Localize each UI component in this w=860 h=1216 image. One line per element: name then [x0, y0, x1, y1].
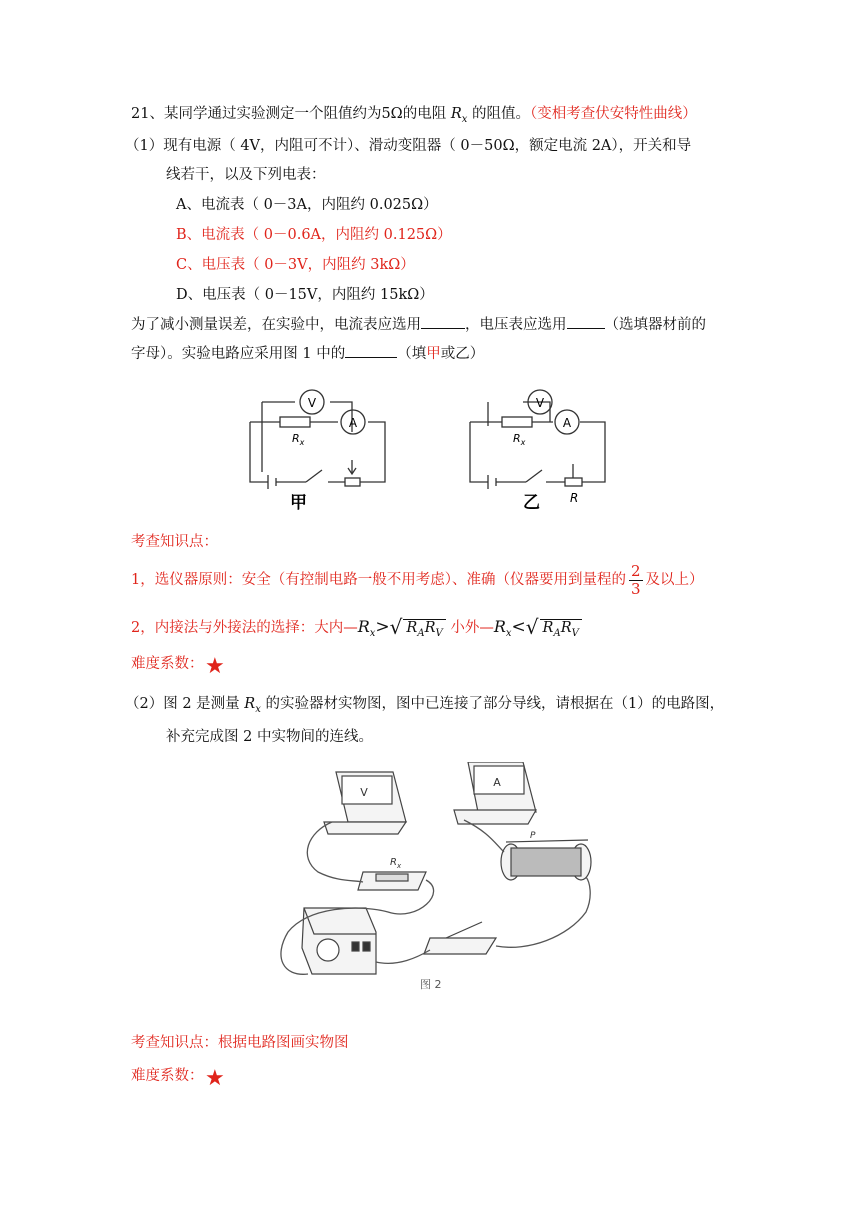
fill-text-f: 或乙）: [440, 346, 485, 362]
fig2-ammeter-label: A: [493, 776, 501, 789]
figure1-circuits: [240, 372, 620, 517]
difficulty-star-icon: ★: [205, 1066, 225, 1091]
fill-text-a: 为了减小测量误差，在实验中，电流表应选用: [131, 317, 421, 333]
fig1-ammeter-label-right: A: [562, 416, 572, 430]
fig1-voltmeter-label-left: V: [307, 396, 317, 410]
lt-sign: <: [511, 617, 526, 637]
part1-line2: 线若干，以及下列电表：: [166, 167, 326, 183]
answer-blank-circuit[interactable]: [345, 343, 397, 358]
fig2-rx-label: $R_x$: [390, 857, 402, 870]
figure2-apparatus: [268, 762, 618, 994]
fig1-voltmeter-label-right: V: [535, 396, 545, 410]
answer-blank-ammeter[interactable]: [421, 314, 465, 329]
fig1-rx-label-right: $R_x$: [513, 432, 526, 447]
difficulty-star-icon: ★: [205, 654, 225, 679]
fill-text-c: （选填器材前的: [604, 317, 706, 333]
title-tail: 的阻值。: [471, 106, 530, 122]
knowledge1-point2: 2，内接法与外接法的选择：大内$—R_x>√$ $R_AR_V$ 小外$—R_x<√$ $R_AR_V$: [131, 617, 582, 644]
fig1-rx-label-left: $R_x$: [292, 432, 305, 447]
knowledge1-heading: 考查知识点：: [131, 534, 218, 550]
answer-blank-voltmeter[interactable]: [567, 314, 605, 329]
gt-sign: >: [375, 617, 390, 637]
fill-line2: [131, 343, 484, 364]
point1-tail: 及以上）: [645, 572, 704, 588]
option-c: C、电压表（ 0－3V，内阻约 3kΩ）: [176, 257, 415, 273]
fig1-caption-yi: 乙: [523, 493, 540, 513]
knowledge1-point1: [131, 562, 704, 598]
fill-line1: [131, 314, 706, 335]
fig2-voltmeter-label: V: [360, 786, 368, 799]
part1-line1: （1）现有电源（ 4V，内阻可不计）、滑动变阻器（ 0－50Ω，额定电流 2A），开关和导: [125, 138, 692, 154]
title-main: 21、某同学通过实验测定一个阻值约为5Ω的电阻: [131, 106, 447, 122]
option-a: A、电流表（ 0－3A，内阻约 0.025Ω）: [176, 197, 438, 213]
point1-text: 1，选仪器原则：安全（有控制电路一般不用考虑）、准确（仪器要用到量程的: [131, 572, 626, 588]
part2-text-a: （2）图 2 是测量: [125, 696, 240, 712]
option-b: B、电流表（ 0－0.6A，内阻约 0.125Ω）: [176, 227, 452, 243]
option-d: D、电压表（ 0－15V，内阻约 15kΩ）: [176, 287, 434, 303]
sqrt-ra-rv-1: $R_AR_V$: [403, 619, 445, 642]
knowledge2-difficulty: 难度系数：: [131, 1068, 204, 1084]
point2-text-inner: 2，内接法与外接法的选择：大内—: [131, 620, 358, 636]
point2-text-outer: 小外—: [450, 620, 494, 636]
question-title: [131, 104, 697, 130]
fig2-p-label: P: [530, 831, 536, 841]
fill-text-b: ，电压表应选用: [465, 317, 567, 333]
title-note: （变相考查伏安特性曲线）: [529, 106, 697, 122]
part2-text-b: 的实验器材实物图，图中已连接了部分导线，请根据在（1）的电路图，: [265, 696, 725, 712]
fig1-caption-jia: 甲: [290, 493, 307, 513]
part2-line2: 补充完成图 2 中实物间的连线。: [166, 729, 373, 745]
fill-text-d: 字母）。实验电路应采用图 1 中的: [131, 346, 346, 362]
fill-text-jia: 甲: [426, 346, 441, 362]
sqrt-ra-rv-2: $R_AR_V$: [540, 619, 582, 642]
fig1-r-label: R: [570, 491, 579, 505]
fraction-two-thirds: $\frac{2}{3}$: [630, 561, 641, 598]
fill-text-e: （填: [397, 346, 427, 362]
fig2-caption: 图 2: [420, 978, 442, 991]
title-rx: $R_x$: [450, 106, 468, 125]
knowledge2-heading: 考查知识点：根据电路图画实物图: [131, 1035, 349, 1051]
fig1-ammeter-label-left: A: [348, 416, 358, 430]
part2-line1: （2）图 2 是测量 $R_x$ 的实验器材实物图，图中已连接了部分导线，请根据在（1）的电路图，: [125, 696, 725, 715]
knowledge1-difficulty: 难度系数：: [131, 656, 204, 672]
